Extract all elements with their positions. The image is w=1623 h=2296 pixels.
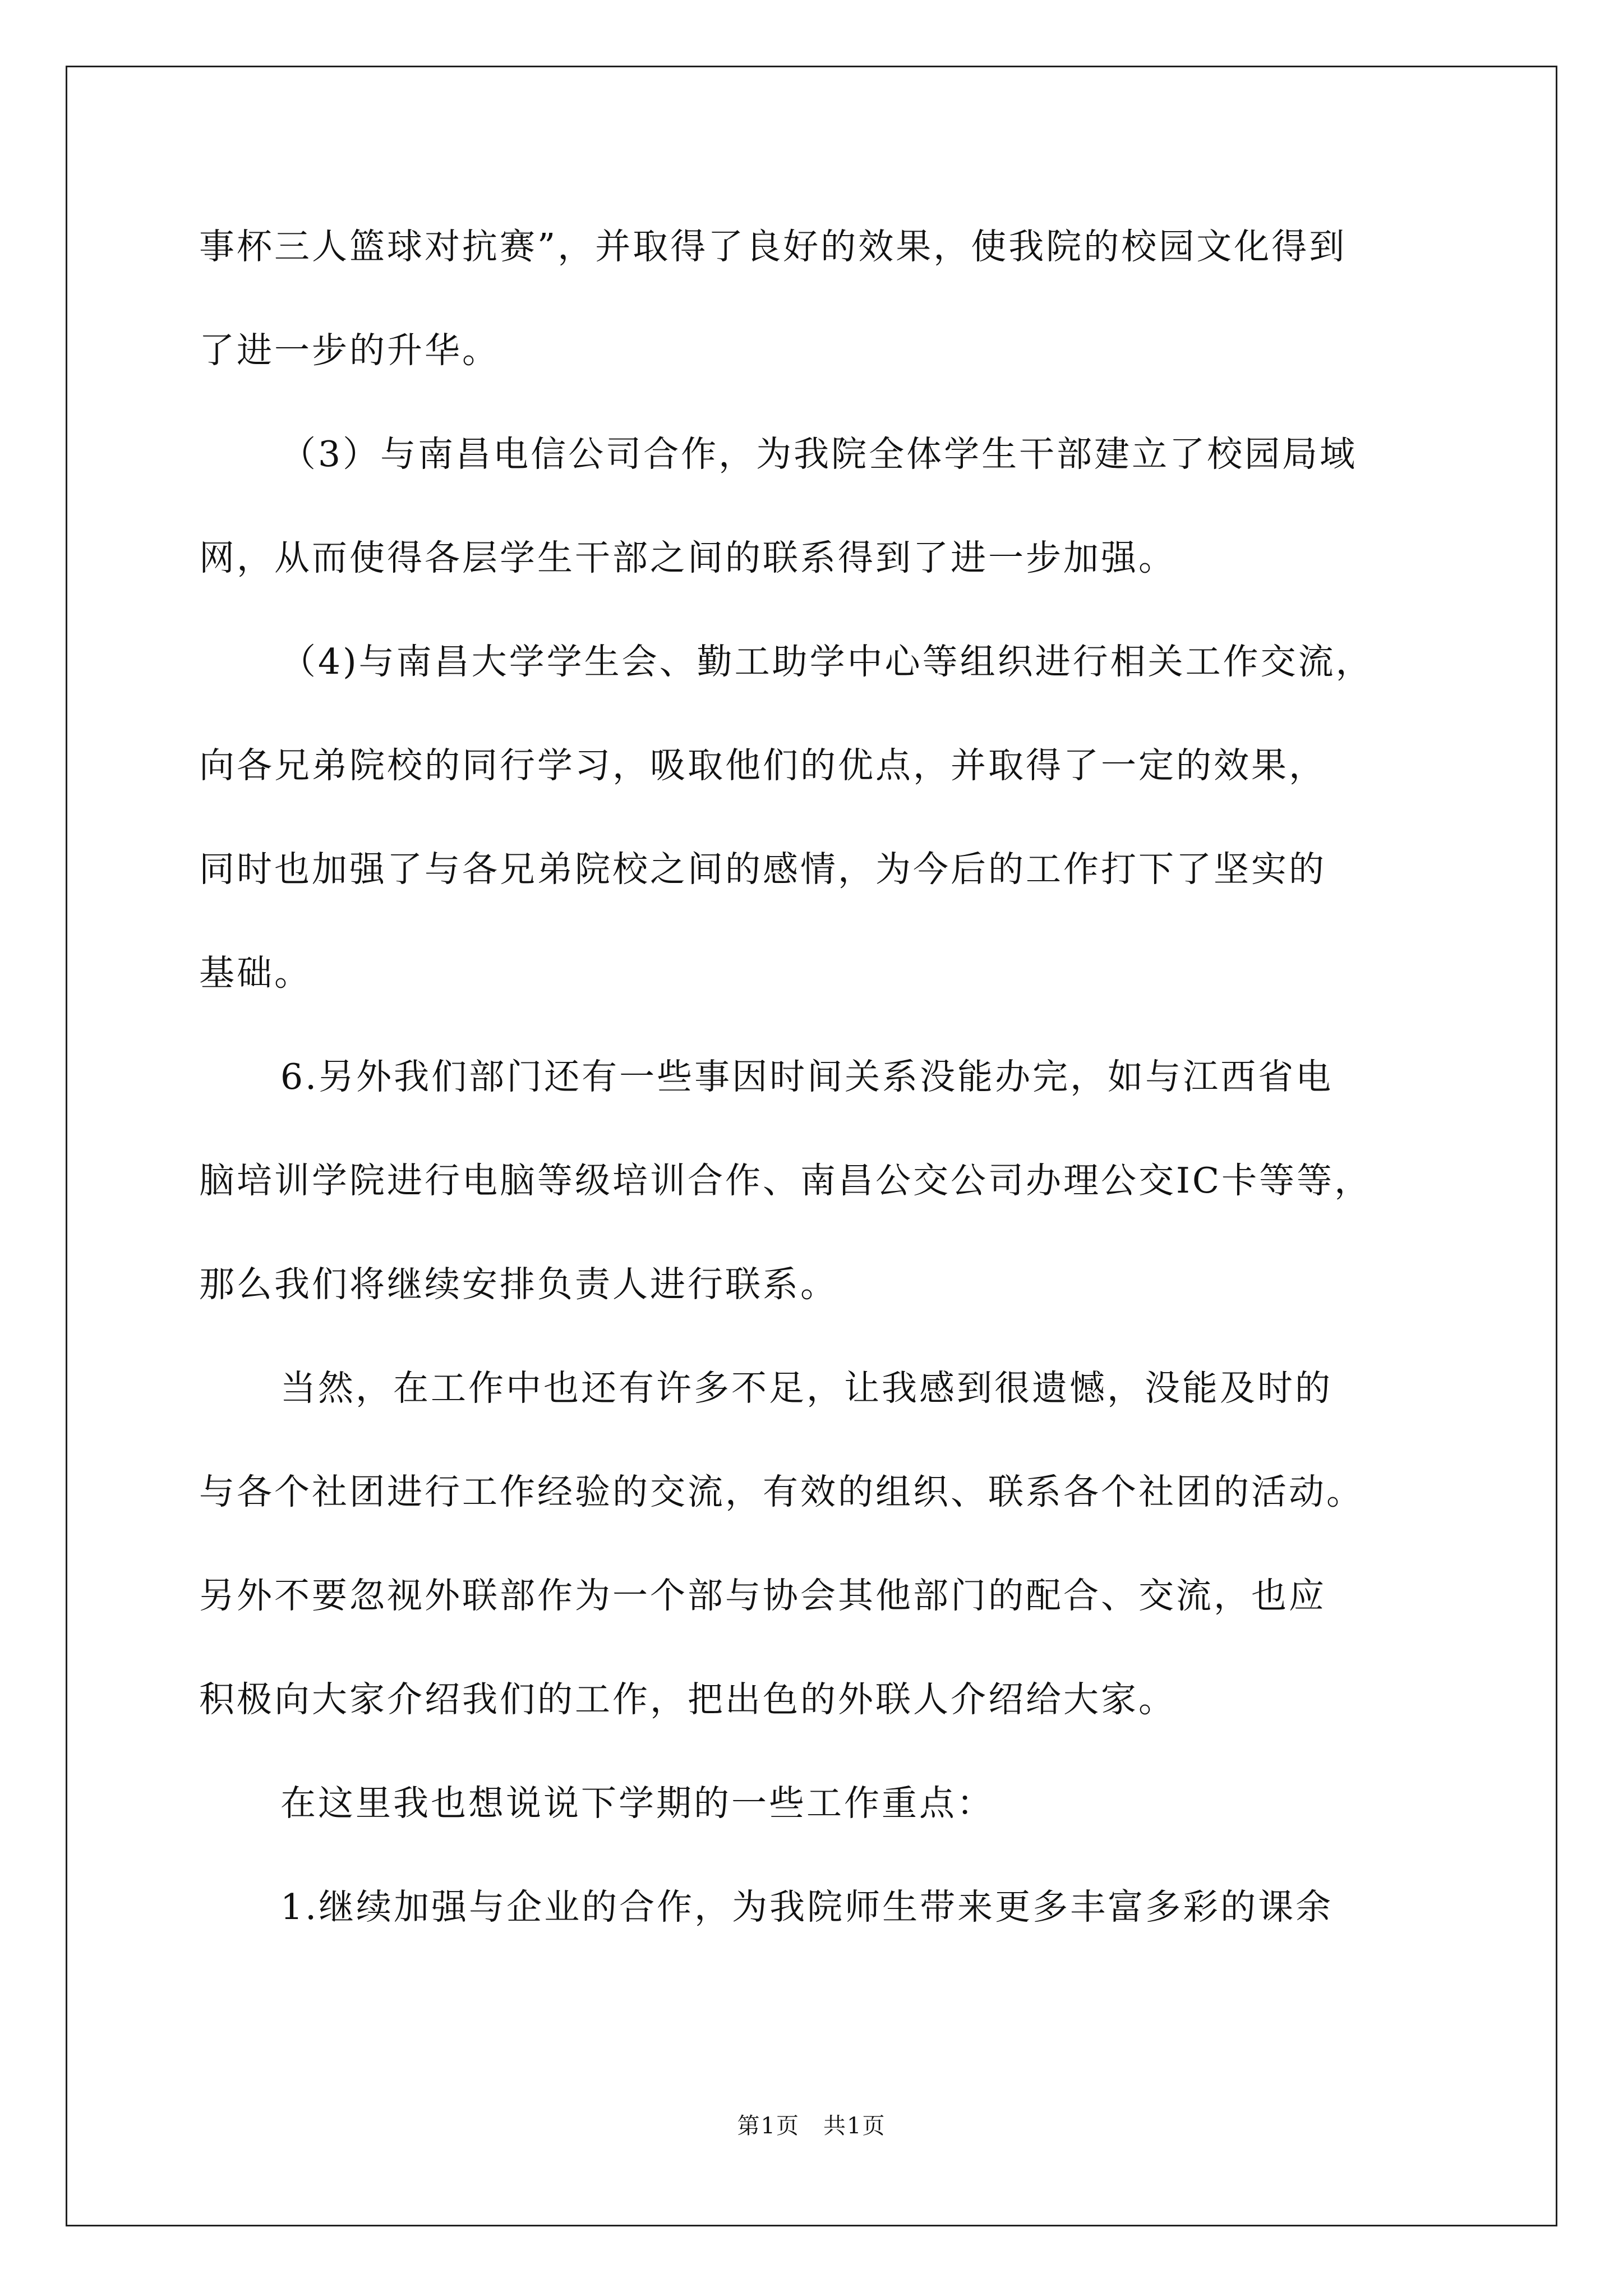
text-line-3: （3）与南昌电信公司合作，为我院全体学生干部建立了校园局域 bbox=[280, 434, 1358, 475]
text-line-13: 与各个社团进行工作经验的交流，有效的组织、联系各个社团的活动。 bbox=[199, 1471, 1364, 1512]
text-line-9: 6.另外我们部门还有一些事因时间关系没能办完，如与江西省电 bbox=[280, 1056, 1334, 1097]
text-line-15: 积极向大家介绍我们的工作，把出色的外联人介绍给大家。 bbox=[199, 1679, 1176, 1720]
text-line-2: 了进一步的升华。 bbox=[199, 330, 500, 371]
text-line-6: 向各兄弟院校的同行学习，吸取他们的优点，并取得了一定的效果， bbox=[199, 745, 1326, 786]
text-line-16: 在这里我也想说说下学期的一些工作重点： bbox=[280, 1783, 994, 1824]
page-footer: 第1页 共1页 bbox=[737, 2113, 886, 2139]
text-line-10: 脑培训学院进行电脑等级培训合作、南昌公交公司办理公交IC卡等等， bbox=[199, 1160, 1372, 1201]
text-line-5: （4)与南昌大学学生会、勤工助学中心等组织进行相关工作交流， bbox=[280, 641, 1373, 682]
text-line-12: 当然，在工作中也还有许多不足，让我感到很遗憾，没能及时的 bbox=[280, 1368, 1332, 1409]
text-line-11: 那么我们将继续安排负责人进行联系。 bbox=[199, 1264, 838, 1305]
text-line-7: 同时也加强了与各兄弟院校之间的感情，为今后的工作打下了坚实的 bbox=[199, 849, 1326, 890]
text-line-17: 1.继续加强与企业的合作，为我院师生带来更多丰富多彩的课余 bbox=[280, 1887, 1334, 1927]
text-line-8: 基础。 bbox=[199, 953, 312, 993]
text-line-4: 网，从而使得各层学生干部之间的联系得到了进一步加强。 bbox=[199, 537, 1176, 578]
text-line-14: 另外不要忽视外联部作为一个部与协会其他部门的配合、交流，也应 bbox=[199, 1575, 1326, 1616]
text-line-1: 事杯三人篮球对抗赛”，并取得了良好的效果，使我院的校园文化得到 bbox=[199, 226, 1347, 267]
